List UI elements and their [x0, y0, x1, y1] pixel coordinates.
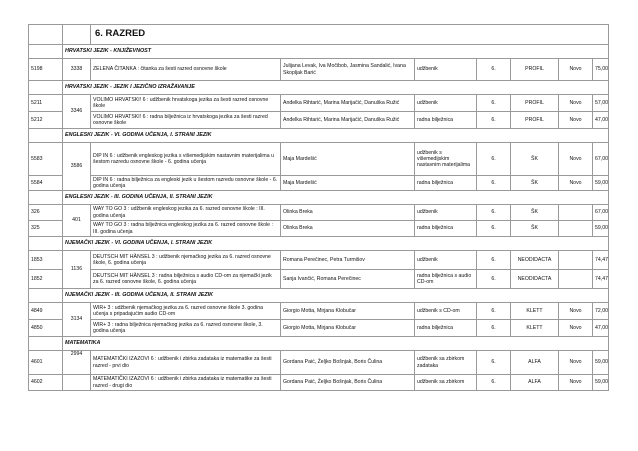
grade: 6.: [477, 303, 511, 320]
book-type: udžbenik: [415, 205, 477, 221]
section-heading-row: [29, 129, 609, 143]
status: Novo: [559, 59, 593, 81]
status: [559, 221, 593, 237]
publisher: ŠK: [511, 221, 559, 237]
book-type: radna bilježnica: [415, 320, 477, 337]
status: Novo: [559, 375, 593, 391]
section-heading-row: [29, 191, 609, 205]
price: 74,47: [593, 251, 609, 270]
book-title: VOLIMO HRVATSKI! 6 : radna bilježnica iz hrvatskoga jezika za šesti razred osnovne škole: [91, 112, 281, 129]
price: 75,00: [593, 59, 609, 81]
table-row: [29, 320, 609, 337]
table-row: [29, 143, 609, 176]
section-heading: NJEMAČKI JEZIK - VI. GODINA UČENJA, I. STRANI JEZIK: [63, 237, 609, 251]
authors: Julijana Levak, Iva Močibob, Jasmina Sandalić, Ivana Skopljak Barić: [281, 59, 415, 81]
price: 59,00: [593, 375, 609, 391]
section-heading: NJEMAČKI JEZIK - III. GODINA UČENJA, II. STRANI JEZIK: [63, 289, 609, 303]
catalog-id: 325: [29, 221, 63, 237]
title-row: [29, 25, 609, 45]
catalog-id: 5583: [29, 143, 63, 176]
book-type: udžbenik: [415, 251, 477, 270]
book-type: radna bilježnica: [415, 112, 477, 129]
status: Novo: [559, 143, 593, 176]
book-title: DEUTSCH MIT HÄNSEL 3 : radna bilježnica s audio CD-om za njemački jezik za 6. razred osnovne škole, 6. godina učenja: [91, 270, 281, 289]
status: Novo: [559, 112, 593, 129]
book-title: MATEMATIČKI IZAZOVI 6 : udžbenik i zbirka zadataka iz matematike za šesti razred - prvi dio: [91, 351, 281, 375]
approval-code: 1136: [63, 251, 91, 289]
table-row: [29, 351, 609, 375]
price: 67,00: [593, 143, 609, 176]
approval-code: 2994: [63, 351, 91, 375]
price: 59,00: [593, 351, 609, 375]
grade: 6.: [477, 112, 511, 129]
catalog-id: 4601: [29, 351, 63, 375]
authors: Giorgio Motta, Mirjana Klobučar: [281, 303, 415, 320]
section-heading: HRVATSKI JEZIK - KNJIŽEVNOST: [63, 45, 609, 59]
book-title: DIP IN 6 : udžbenik engleskog jezika s višemedijskim nastavnim materijalima u šestom razredu osnovne škole - 6. godina učenja: [91, 143, 281, 176]
table-row: [29, 205, 609, 221]
book-type: radna bilježnica s audio CD-om: [415, 270, 477, 289]
section-heading-row: [29, 45, 609, 59]
price: 74,47: [593, 270, 609, 289]
status: [559, 270, 593, 289]
table-row: [29, 176, 609, 191]
status: Novo: [559, 351, 593, 375]
price: 59,00: [593, 176, 609, 191]
section-heading-row: [29, 81, 609, 95]
book-title: DIP IN 6 : radna bilježnica za engleski jezik u šestom razredu osnovne škole - 6. godina učenja: [91, 176, 281, 191]
price: 59,00: [593, 221, 609, 237]
grade: 6.: [477, 251, 511, 270]
book-title: WAY TO GO 3 : radna bilježnica engleskog jezika za 6. razred osnovne škole : III. godina učenja: [91, 221, 281, 237]
publisher: KLETT: [511, 303, 559, 320]
status: Novo: [559, 303, 593, 320]
status: Novo: [559, 95, 593, 112]
book-title: ZELENA ČITANKA : čitanka za šesti razred osnovne škole: [91, 59, 281, 81]
grade: 6.: [477, 351, 511, 375]
grade: 6.: [477, 59, 511, 81]
price: 67,00: [593, 205, 609, 221]
publisher: ŠK: [511, 143, 559, 176]
authors: Maja Mardešić: [281, 143, 415, 176]
approval-code: 3586: [63, 143, 91, 191]
book-type: udžbenik s višemedijskim nastavnim materijalima: [415, 143, 477, 176]
table-row: [29, 303, 609, 320]
section-heading-row: [29, 337, 609, 351]
authors: Giorgio Motta, Mirjana Klobučar: [281, 320, 415, 337]
grade: 6.: [477, 270, 511, 289]
publisher: NEODIDACTA: [511, 270, 559, 289]
section-heading: ENGLESKI JEZIK - III. GODINA UČENJA, II. STRANI JEZIK: [63, 191, 609, 205]
catalog-id: 5198: [29, 59, 63, 81]
section-heading-row: [29, 237, 609, 251]
authors: Olinka Breka: [281, 205, 415, 221]
section-heading: MATEMATIKA: [63, 337, 609, 351]
approval-code: 3134: [63, 303, 91, 337]
book-type: udžbenik: [415, 59, 477, 81]
catalog-id: 5211: [29, 95, 63, 112]
book-title: WIR+ 3 : udžbenik njemačkog jezika za 6. razred osnovne škole 3. godina učenja s pripadajućim audio CD-om: [91, 303, 281, 320]
catalog-id: 4602: [29, 375, 63, 391]
publisher: ŠK: [511, 205, 559, 221]
grade: 6.: [477, 176, 511, 191]
authors: Olinka Breka: [281, 221, 415, 237]
price: 47,00: [593, 112, 609, 129]
publisher: ALFA: [511, 351, 559, 375]
book-type: radna bilježnica: [415, 176, 477, 191]
authors: Gordana Paić, Željko Bošnjak, Boris Čulina: [281, 375, 415, 391]
book-type: udžbenik sa zbirkom zadataka: [415, 351, 477, 375]
catalog-id: 5584: [29, 176, 63, 191]
book-type: udžbenik s CD-om: [415, 303, 477, 320]
grade: 6.: [477, 320, 511, 337]
book-title: MATEMATIČKI IZAZOVI 6 : udžbenik i zbirka zadataka iz matematike za šesti razred - drugi dio: [91, 375, 281, 391]
book-title: WAY TO GO 3 : udžbenik engleskog jezika za 6. razred osnovne škole : III. godina učenja: [91, 205, 281, 221]
price: 47,00: [593, 320, 609, 337]
publisher: PROFIL: [511, 59, 559, 81]
publisher: ŠK: [511, 176, 559, 191]
authors: Gordana Paić, Željko Bošnjak, Boris Čulina: [281, 351, 415, 375]
section-heading: HRVATSKI JEZIK - JEZIK I JEZIČNO IZRAŽAVANJE: [63, 81, 609, 95]
book-type: udžbenik: [415, 95, 477, 112]
grade: 6.: [477, 221, 511, 237]
grade: 6.: [477, 95, 511, 112]
authors: Anđelka Rihtarić, Marina Marijačić, Danuška Ružić: [281, 95, 415, 112]
catalog-id: 4850: [29, 320, 63, 337]
publisher: ALFA: [511, 375, 559, 391]
table-row: [29, 112, 609, 129]
price: 72,00: [593, 303, 609, 320]
catalog-id: 1853: [29, 251, 63, 270]
page-title: 6. RAZRED: [91, 25, 609, 45]
approval-code: 401: [63, 205, 91, 237]
catalog-id: 1852: [29, 270, 63, 289]
publisher: KLETT: [511, 320, 559, 337]
section-heading: ENGLESKI JEZIK - VI. GODINA UČENJA, I. STRANI JEZIK: [63, 129, 609, 143]
authors: Romana Perečinec, Petra Turmišov: [281, 251, 415, 270]
table-row: [29, 59, 609, 81]
catalog-id: 5212: [29, 112, 63, 129]
publisher: NEODIDACTA: [511, 251, 559, 270]
status: Novo: [559, 320, 593, 337]
table-row: [29, 95, 609, 112]
catalog-id: 4849: [29, 303, 63, 320]
table-row: [29, 375, 609, 391]
status: [559, 251, 593, 270]
book-title: DEUTSCH MIT HÄNSEL 3 : udžbenik njemačkog jezika za 6. razred osnovne škole, 6. godina učenja: [91, 251, 281, 270]
grade: 6.: [477, 205, 511, 221]
section-heading-row: [29, 289, 609, 303]
status: Novo: [559, 176, 593, 191]
table-row: [29, 221, 609, 237]
approval-code: 3338: [63, 59, 91, 81]
authors: Sanja Ivančić, Romana Perečinec: [281, 270, 415, 289]
textbook-list-table: [28, 24, 609, 391]
book-title: VOLIMO HRVATSKI! 6 : udžbenik hrvatskoga jezika za šesti razred osnovne škole: [91, 95, 281, 112]
book-type: udžbenik sa zbirkom: [415, 375, 477, 391]
publisher: PROFIL: [511, 112, 559, 129]
authors: Anđelka Rihtarić, Marina Marijačić, Danuška Ružić: [281, 112, 415, 129]
table-row: [29, 270, 609, 289]
grade: 6.: [477, 375, 511, 391]
authors: Maja Mardešić: [281, 176, 415, 191]
price: 57,00: [593, 95, 609, 112]
publisher: PROFIL: [511, 95, 559, 112]
status: [559, 205, 593, 221]
book-title: WIR+ 3 : radna bilježnica njemačkog jezika za 6. razred osnovne škole, 3. godina učenja: [91, 320, 281, 337]
book-type: radna bilježnica: [415, 221, 477, 237]
table-row: [29, 251, 609, 270]
approval-code: 3346: [63, 95, 91, 129]
catalog-id: 326: [29, 205, 63, 221]
grade: 6.: [477, 143, 511, 176]
